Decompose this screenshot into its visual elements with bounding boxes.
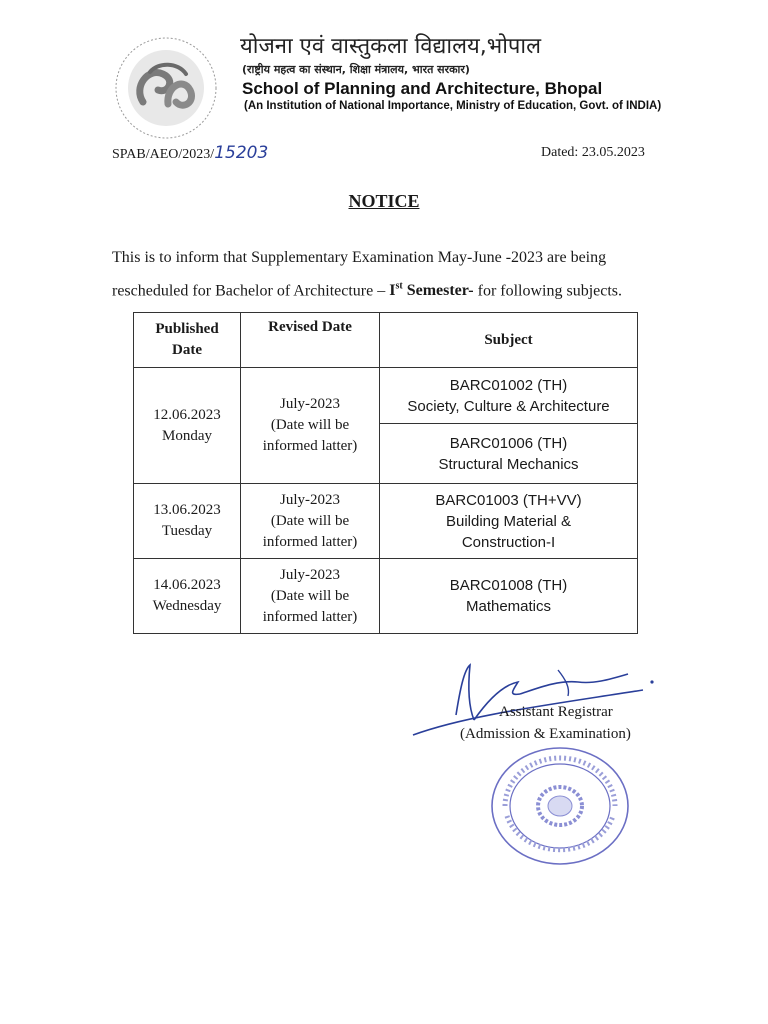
notice-line-1: This is to inform that Supplementary Examination May-June -2023 are being [112, 249, 607, 266]
notice-date: Dated: 23.05.2023 [541, 145, 645, 160]
official-seal [485, 742, 635, 870]
notice-body [112, 243, 660, 305]
revised-date-cell: July-2023 (Date will be informed latter) [241, 484, 380, 559]
published-date-cell: 12.06.2023 Monday [134, 368, 241, 484]
table-header-row [134, 313, 638, 368]
table-row [134, 559, 638, 634]
schedule-table [133, 312, 638, 634]
header-subject: Subject [380, 313, 638, 368]
notice-line-2: rescheduled for Bachelor of Architecture – Ist Semester- for following subjects. [112, 281, 623, 300]
reference-number [112, 143, 268, 163]
notice-title: NOTICE [348, 191, 420, 211]
revised-date-cell: July-2023 (Date will be informed latter) [241, 368, 380, 484]
reference-handwritten-number: 15203 [214, 143, 269, 163]
reference-prefix: SPAB/AEO/2023/ [112, 147, 215, 162]
header-revised-date: Revised Date [241, 313, 380, 368]
table-row [134, 484, 638, 559]
institute-name-english: School of Planning and Architecture, Bhopal [242, 79, 603, 98]
revised-date-cell: July-2023 (Date will be informed latter) [241, 559, 380, 634]
subject-cell: BARC01008 (TH) Mathematics [380, 559, 638, 634]
subject-cell: BARC01002 (TH) Society, Culture & Architecture [380, 368, 638, 424]
signatory-department: (Admission & Examination) [460, 726, 631, 742]
published-date-cell: 14.06.2023 Wednesday [134, 559, 241, 634]
header-published-date: Published Date [134, 313, 241, 368]
institute-subtitle-hindi: (राष्ट्रीय महत्व का संस्थान, शिक्षा मंत्रालय, भारत सरकार) [242, 63, 470, 76]
subject-cell: BARC01003 (TH+VV) Building Material & Construction-I [380, 484, 638, 559]
subject-cell: BARC01006 (TH) Structural Mechanics [380, 424, 638, 484]
published-date-cell: 13.06.2023 Tuesday [134, 484, 241, 559]
table-row [134, 368, 638, 424]
institute-logo [98, 32, 238, 142]
institute-name-hindi: योजना एवं वास्तुकला विद्यालय,भोपाल [240, 34, 542, 59]
signatory-role: Assistant Registrar [499, 704, 613, 720]
institute-subtitle-english: (An Institution of National Importance, Ministry of Education, Govt. of INDIA) [244, 100, 662, 112]
